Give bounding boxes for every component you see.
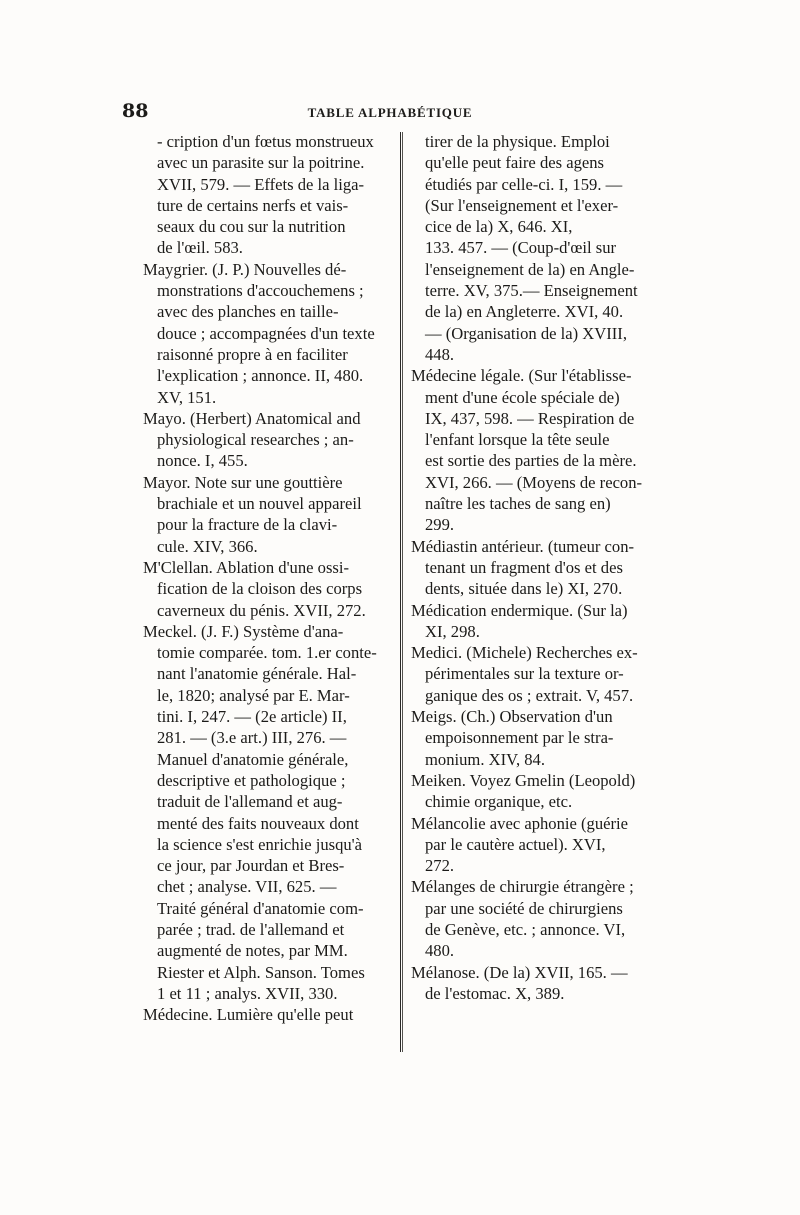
index-entry-start: Maygrier. (J. P.) Nouvelles dé- [143,259,347,279]
index-entry-continuation: tini. I, 247. — (2e article) II, [157,707,347,727]
index-entry-continuation: Manuel d'anatomie générale, [157,749,349,769]
index-entry-continuation: 299. [425,515,455,535]
index-entry-continuation: cule. XIV, 366. [157,536,258,556]
index-entry-start: Médication endermique. (Sur la) [411,600,628,620]
index-entry-start: Meckel. (J. F.) Système d'ana- [143,621,344,641]
page-header [110,100,670,126]
index-entry-continuation: monstrations d'accouchemens ; [157,281,364,301]
index-entry-continuation: menté des faits nouveaux dont [157,813,359,833]
index-entry-continuation: tenant un fragment d'os et des [425,557,623,577]
index-entry-continuation: chet ; analyse. VII, 625. — [157,877,337,897]
index-entry-continuation: physiological researches ; an- [157,430,354,450]
index-entry-continuation: terre. XV, 375.— Enseignement [425,281,638,301]
index-entry-continuation: par une société de chirurgiens [425,898,623,918]
index-entry-continuation: avec des planches en taille- [157,302,339,322]
index-entry-start: Meiken. Voyez Gmelin (Leopold) [411,770,636,790]
index-entry-continuation: étudiés par celle-ci. I, 159. — [425,174,623,194]
index-entry-continuation: nonce. I, 455. [157,451,248,471]
index-entry-continuation: XI, 298. [425,621,480,641]
index-entry-continuation: 272. [425,856,455,876]
index-entry-continuation: par le cautère actuel). XVI, [425,834,606,854]
index-entry-start: M'Clellan. Ablation d'une ossi- [143,557,350,577]
page-number: 88 [122,100,149,122]
index-entry-start: Médecine légale. (Sur l'établisse- [411,366,632,386]
index-entry-continuation: l'explication ; annonce. II, 480. [157,366,364,386]
index-entry-continuation: ce jour, par Jourdan et Bres- [157,856,345,876]
index-entry-continuation: 281. — (3.e art.) III, 276. — [157,728,347,748]
index-entry-continuation: descriptive et pathologique ; [157,770,346,790]
index-entry-start: Mayor. Note sur une gouttière [143,472,343,492]
index-entry-continuation: périmentales sur la texture or- [425,664,624,684]
index-entry-continuation: est sortie des parties de la mère. [425,451,637,471]
index-entry-start: Médecine. Lumière qu'elle peut [143,1005,354,1025]
index-entry-continuation: 448. [425,344,455,364]
index-entry-continuation: de Genève, etc. ; annonce. VI, [425,919,626,939]
index-entry-continuation: seaux du cou sur la nutrition [157,217,346,237]
index-entry-continuation: - cription d'un fœtus monstrueux [157,132,374,151]
index-entry-continuation: XVII, 579. — Effets de la liga- [157,174,365,194]
index-entry-continuation: dents, située dans le) XI, 270. [425,579,623,599]
index-entry-start: Mélancolie avec aphonie (guérie [411,813,628,833]
column-divider [400,132,401,1052]
index-entry-continuation: IX, 437, 598. — Respiration de [425,408,635,428]
column-divider-inner [402,132,403,1052]
index-entry-continuation: tirer de la physique. Emploi [425,132,610,151]
index-column-right [411,131,663,1004]
index-entry-continuation: qu'elle peut faire des agens [425,153,604,173]
index-entry-continuation: de l'estomac. X, 389. [425,983,565,1003]
index-entry-start: Mayo. (Herbert) Anatomical and [143,408,361,428]
index-entry-continuation: ment d'une école spéciale de) [425,387,620,407]
index-entry-continuation: l'enseignement de la) en Angle- [425,259,635,279]
index-entry-continuation: ganique des os ; extrait. V, 457. [425,685,634,705]
index-entry-continuation: empoisonnement par le stra- [425,728,614,748]
index-entry-continuation: tomie comparée. tom. 1.er conte- [157,643,377,663]
running-title: TABLE ALPHABÉTIQUE [307,105,473,120]
index-entry-continuation: ture de certains nerfs et vais- [157,195,349,215]
index-entry-continuation: Riester et Alph. Sanson. Tomes [157,962,365,982]
index-entry-start: Mélanges de chirurgie étrangère ; [411,877,634,897]
index-entry-continuation: naître les taches de sang en) [425,494,611,514]
index-entry-continuation: l'enfant lorsque la tête seule [425,430,610,450]
index-entry-continuation: fication de la cloison des corps [157,579,363,599]
index-entry-continuation: — (Organisation de la) XVIII, [425,323,627,343]
index-entry-continuation: nant l'anatomie générale. Hal- [157,664,357,684]
index-entry-continuation: cice de la) X, 646. XI, [425,217,573,237]
index-entry-continuation: augmenté de notes, par MM. [157,941,348,961]
index-entry-continuation: XVI, 266. — (Moyens de recon- [425,472,643,492]
index-entry-continuation: caverneux du pénis. XVII, 272. [157,600,366,620]
index-column-left [143,131,393,1025]
index-entry-continuation: raisonné propre à en faciliter [157,344,348,364]
index-entry-start: Meigs. (Ch.) Observation d'un [411,707,613,727]
index-entry-continuation: (Sur l'enseignement et l'exer- [425,195,619,215]
index-entry-continuation: 480. [425,941,455,961]
index-entry-continuation: Traité général d'anatomie com- [157,898,364,918]
index-entry-continuation: XV, 151. [157,387,217,407]
index-entry-continuation: le, 1820; analysé par E. Mar- [157,685,350,705]
index-entry-continuation: brachiale et un nouvel appareil [157,494,362,514]
index-entry-continuation: avec un parasite sur la poitrine. [157,153,365,173]
index-entry-continuation: de la) en Angleterre. XVI, 40. [425,302,624,322]
index-entry-continuation: 133. 457. — (Coup-d'œil sur [425,238,617,258]
index-entry-continuation: traduit de l'allemand et aug- [157,792,343,812]
index-entry-continuation: pour la fracture de la clavi- [157,515,338,535]
index-entry-continuation: la science s'est enrichie jusqu'à [157,834,363,854]
index-entry-continuation: parée ; trad. de l'allemand et [157,919,345,939]
index-entry-start: Médiastin antérieur. (tumeur con- [411,536,635,556]
index-entry-start: Medici. (Michele) Recherches ex- [411,643,638,663]
index-entry-continuation: 1 et 11 ; analys. XVII, 330. [157,983,338,1003]
index-entry-continuation: douce ; accompagnées d'un texte [157,323,375,343]
index-entry-continuation: de l'œil. 583. [157,238,243,258]
index-entry-start: Mélanose. (De la) XVII, 165. — [411,962,628,982]
index-entry-continuation: chimie organique, etc. [425,792,573,812]
index-entry-continuation: monium. XIV, 84. [425,749,546,769]
